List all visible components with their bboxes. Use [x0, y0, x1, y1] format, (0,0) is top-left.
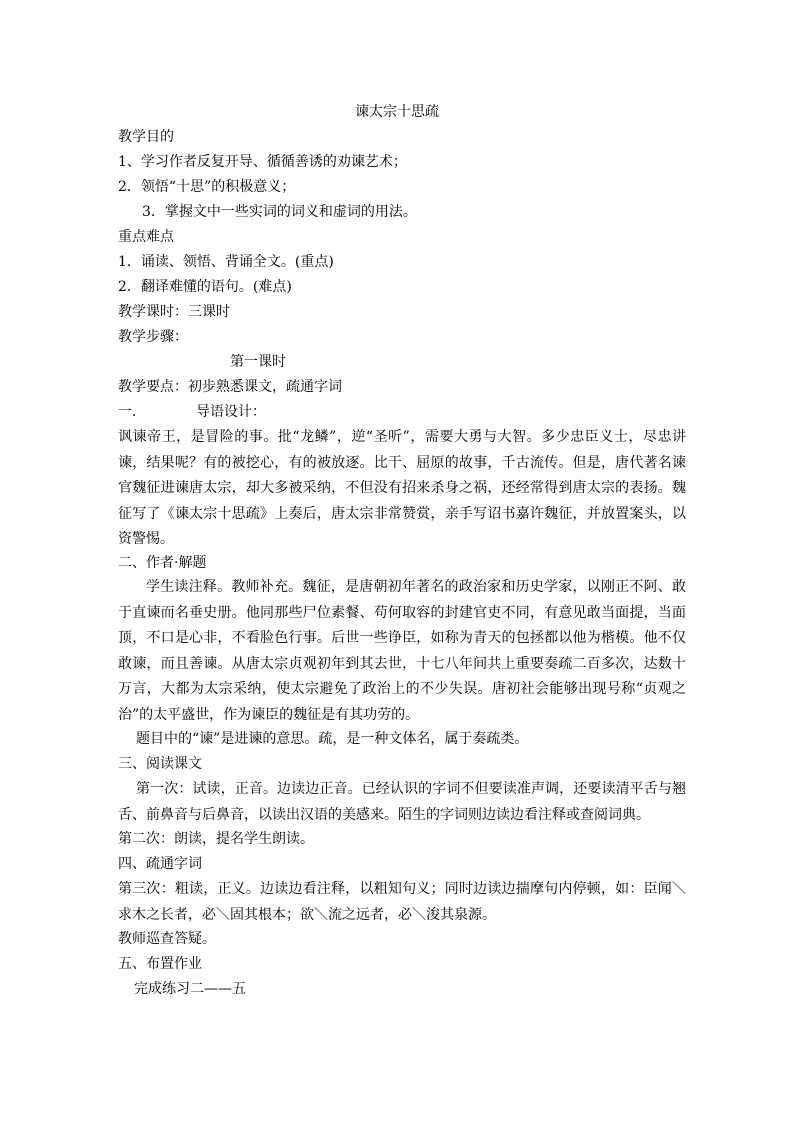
reading-third: 第三次：粗读，正义。边读边看注释，以粗知句义；同时边读边揣摩句内停顿，如：臣闻＼求木之长者，必＼固其根本；欲＼流之远者，必＼浚其泉源。 — [118, 881, 686, 923]
keypoint-1: 1．诵读、领悟、背诵全文。(重点) — [118, 254, 334, 270]
homework: 完成练习二——五 — [134, 981, 246, 997]
section-2-heading: 二、作者·解题 — [118, 555, 207, 571]
reading-second: 第二次：朗读，提名学生朗读。 — [118, 831, 314, 847]
section-3-heading: 三、阅读课文 — [118, 756, 202, 772]
section-4-heading: 四、疏通字词 — [118, 856, 202, 872]
steps-heading: 教学步骤： — [118, 329, 188, 345]
author-paragraph: 学生读注释。教师补充。魏征，是唐朝初年著名的政治家和历史学家，以刚正不阿、敢于直谏而名垂史册。他同那些尸位素餐、苟何取容的封建官吏不同，有意见敢当面提，当面顶，不口是心非，不看脸色行事。后世一些诤臣，如称为青天的包拯都以他为楷模。他不仅敢谏，而且善谏。从唐太宗贞观初年到其去世，十七八年间共上重要奏疏二百多次，达数十万言，大都为太宗采纳，使太宗避免了政治上的不少失误。唐初社会能够出现号称“贞观之治”的太平盛世，作为谏臣的魏征是有其功劳的。 — [118, 579, 686, 723]
section-5-heading: 五、布置作业 — [118, 956, 202, 972]
teaching-hours: 教学课时：三课时 — [118, 304, 230, 320]
keypoints-heading: 重点难点 — [118, 229, 174, 245]
document-title: 谏太宗十思疏 — [355, 104, 439, 120]
section-1-number: 一． — [118, 404, 146, 420]
section-1-title: 导语设计： — [196, 404, 266, 420]
title-explanation: 题目中的“谏”是进谏的意思。疏，是一种文体名，属于奏疏类。 — [136, 731, 529, 747]
objective-3: 3．掌握文中一些实词的词义和虚词的用法。 — [142, 204, 417, 220]
reading-first: 第一次：试读，正音。边读边正音。已经认识的字词不但要读准声调，还要读清平舌与翘舌、前鼻音与后鼻音，以读出汉语的美感来。陌生的字词则边读边看注释或查阅词典。 — [118, 781, 686, 823]
teacher-tour: 教师巡查答疑。 — [118, 931, 216, 947]
objective-1: 1、学习作者反复开导、循循善诱的劝谏艺术； — [118, 154, 407, 170]
intro-paragraph: 讽谏帝王，是冒险的事。批“龙鳞”，逆“圣听”，需要大勇与大智。多少忠臣义士，尽忠讲谏，结果呢？有的被挖心，有的被放逐。比干、屈原的故事，千古流传。但是，唐代著名谏官魏征进谏唐太宗，却大多被采纳，不但没有招来杀身之祸，还经常得到唐太宗的表扬。魏征写了《谏太宗十思疏》上奏后，唐太宗非常赞赏，亲手写诏书嘉许魏征，并放置案头，以资警惕。 — [118, 429, 686, 547]
keypoint-2: 2．翻译难懂的语句。(难点) — [118, 279, 292, 295]
objectives-heading: 教学目的 — [118, 129, 174, 145]
lesson-points: 教学要点：初步熟悉课文，疏通字词 — [118, 379, 342, 395]
lesson-title: 第一课时 — [230, 354, 286, 370]
objective-2: 2．领悟“十思”的积极意义； — [118, 179, 296, 195]
